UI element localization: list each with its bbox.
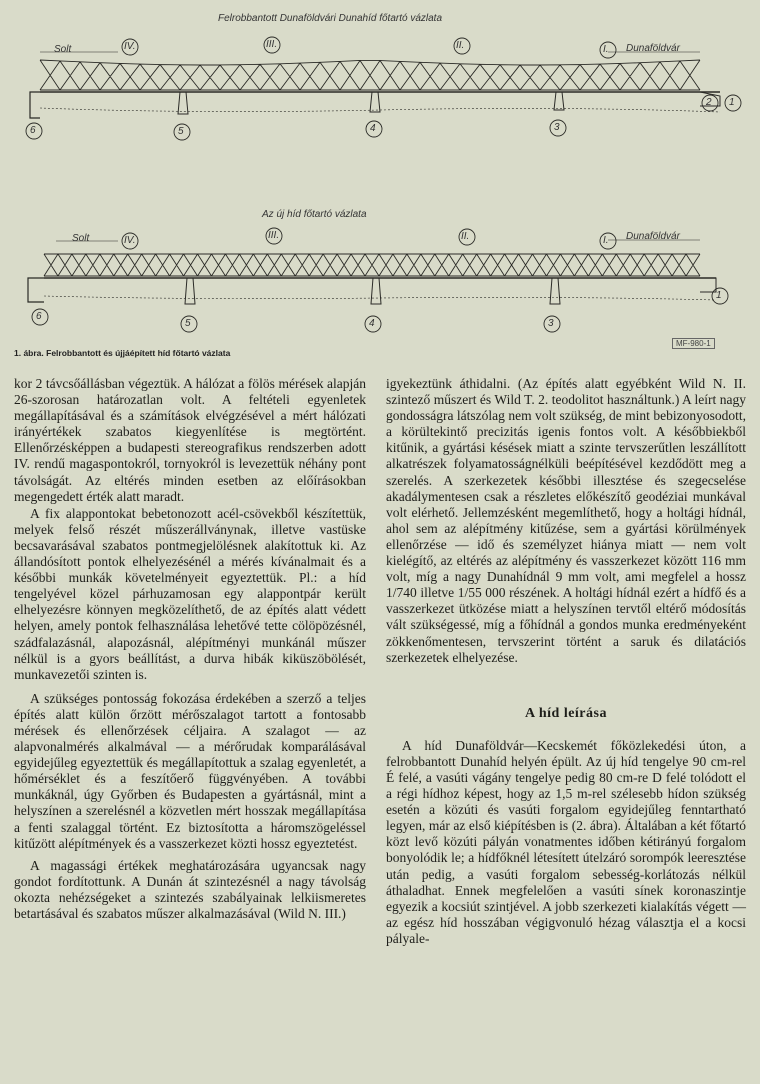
old-pier-5	[178, 92, 188, 114]
pier-label-4-bottom: 4	[369, 318, 375, 329]
bridge-figure	[0, 0, 760, 368]
pier-label-5-top: 5	[178, 126, 184, 137]
new-pier-4	[371, 278, 381, 304]
solt-label-bottom: Solt	[72, 233, 90, 244]
new-abutment-right	[700, 278, 716, 292]
new-bridge-title: Az új híd főtartó vázlata	[262, 209, 367, 220]
old-pier-3	[554, 92, 564, 110]
pier-label-3-top: 3	[554, 122, 560, 133]
pier-label-1-top: 1	[729, 97, 735, 108]
old-pier-4	[370, 92, 380, 112]
section-heading: A híd leírása	[525, 705, 607, 721]
solt-label-top: Solt	[54, 44, 72, 55]
left-paragraph-2: A fix alappontokat bebetonozott acél-csövekből készítettük, melyek felső részét műszerállványnak, illetve vastüske becsavarásával szabatos pontmegjelölésnek alakítottuk ki. Az állandósított pontok elhelyezésénél a mérés kívánalmait és a későbbi munkák követelményeit egyeztettük. Pl.: a híd tengelyével közel párhuzamosan egy alappontpár került elhelyezésre könnyen megközelíthető, de az építés alatt védett helyen, amely pontok felhasználása lehetővé tette cölöpözésnél, szádfalazásnál, alapozásnál, alépítményi munkánál műszer nélkül is a gyors beállítást, a durva hibák kiküszöbölését, munkavezetői szinten is.	[14, 505, 366, 682]
left-column	[14, 376, 366, 922]
old-abutment-left	[30, 92, 40, 118]
left-paragraph-3: A szükséges pontosság fokozása érdekében a szerző a teljes építés alatt külön őrzött mérőszalagot tartott a fontosabb mérések és ellenőrzések céljaira. A szalagot — az alapvonalmérés alkalmával — a mérőrudak komparálásával egyidejűleg egyeztettük és megállapítottuk a szalag egyenletét, a hőmérséklet és a feszítőerő függvényében. A további munkáknál, úgy Győrben és Budapesten a gyártásnál, mint a helyszínen a szerelésnél a közvetlen mért hosszak megállapítása a fenti szalaggal történt. Ez biztosította a háromszögeléssel kitűzött alépítmények és a vasszerkezet közti hossz egyeztetést.	[14, 690, 366, 851]
right-paragraph-1: igyekeztünk áthidalni. (Az építés alatt egyébként Wild N. II. szintező műszert és Wild T. 2. teodolitot használtunk.) A leírt nagy gondosságra látszólag nem volt szükség, de mint bebizonyosodott, a körültekintő precizitás igenis fontos volt. A későbbiekből kitűnik, a gyártási késések miatt a szinte tervszerűtlen leszállított alkatrészek folyamatosságnélküli beépítésével kezdődött meg a szerelés. A szerkezetek későbbi illesztése és szegecselése akadálymentesen csak a részletes előkészítő geodéziai munkával volt elérhető. Jellemzésként megemlíthető, hogy a holtági hídnál, ahol sem az alépítmény kitűzése, sem a gyártási körülmények ellenőrzése — idő és személyzet hiánya miatt — nem volt kielégítő, az eltérés az alépítmény és vasszerkezet között 116 mm volt, míg a nagy Dunahídnál 9 mm volt, ami megfelel a hossz 1/740 illetve 1/55 000 részének. A holtági hídnál ezért a hídfő és a vasszerkezet ütközése miatt a helyszínen tervtől eltérő módosítás vált szükségessé, míg a főhídnál a gondos munka eredményeként zökkenőmentesen, tervszerint történt a saruk és dilatációs szerkezetek elhelyezése.	[386, 376, 746, 665]
pier-label-6-top: 6	[30, 125, 36, 136]
pier-label-1-bottom: 1	[716, 290, 722, 301]
pier-label-4-top: 4	[370, 123, 376, 134]
left-paragraph-4: A magassági értékek meghatározására ugyancsak nagy gondot fordítottunk. A Dunán át szintezésnél a nagy távolság okozta nehézségeket a szintezés szabályainak lelkiismeretes betartásával és szabatos műszer alkalmazásával (Wild N. III.)	[14, 857, 366, 921]
bridge-drawings	[0, 0, 760, 368]
pier-label-5-bottom: 5	[185, 318, 191, 329]
span-label-ii-top: II.	[456, 40, 465, 51]
new-abutment-left	[28, 278, 44, 302]
span-label-iii-top: III.	[266, 39, 278, 50]
span-label-iii-bottom: III.	[268, 230, 280, 241]
pier-label-6-bottom: 6	[36, 311, 42, 322]
figure-caption: 1. ábra. Felrobbantott és újjáépített híd főtartó vázlata	[14, 348, 231, 358]
span-label-i-top: I.	[603, 44, 609, 55]
dunafoldvar-label-top: Dunaföldvár	[626, 43, 680, 54]
new-bridge-truss	[44, 254, 700, 276]
new-pier-3	[550, 278, 560, 304]
span-label-ii-bottom: II.	[461, 231, 470, 242]
old-bridge-title: Felrobbantott Dunaföldvári Dunahíd főtartó vázlata	[218, 13, 443, 24]
left-paragraph-1: kor 2 távcsőállásban végeztük. A hálózat a fölös mérések alapján 26-szorosan határozatlan volt. A feltételi egyenletek megállapításával és a számítások elvégzésével a mért hálózati irányértékek szabatos kiegyenlítése is megtörtént. Ellenőrzésképpen a budapesti stereografikus rendszerben adott IV. rendű magaspontokról, tornyokról is levezettük néhány pont távolságát. Az eltérés minden esetben az előírásokban megengedett érték alatt maradt.	[14, 376, 366, 504]
old-bridge-truss	[40, 60, 700, 90]
span-label-iv-bottom: IV.	[124, 235, 136, 246]
right-paragraph-2: A híd Dunaföldvár—Kecskemét főközlekedési úton, a felrobbantott Dunahíd helyén épült. Az új híd tengelye 90 cm-rel É felé, a vasúti vágány tengelye pedig 80 cm-re D felé tolódott el a régi hídhoz képest, hogy az 1,5 m-rel szélesebb hídon szükség esetén a közúti és vasúti forgalom egyidejűleg fenntartható legyen, már az első kiépítésben is (2. ábra). Általában a két főtartó közt levő közúti pályán vonatmentes időben kétirányú forgalom bonyolódik le; a hídfőknél létesített útelzáró sorompók leeresztése után pedig, a vasúti forgalom sebesség-korlátozás nélkül áthaladhat. Ennek megfelelően a vasúti sínek koronaszintje egyezik a kocsiút szintjével. A jobb szerkezeti kialakítás végett — az egész híd hosszában végigvonuló hézag választja el a kocsi pályale-	[386, 737, 746, 946]
span-label-i-bottom: I.	[603, 235, 609, 246]
pier-label-3-bottom: 3	[548, 318, 554, 329]
span-label-iv-top: IV.	[124, 41, 136, 52]
dunafoldvar-label-bottom: Dunaföldvár	[626, 231, 680, 242]
pier-label-2-top: 2	[706, 97, 712, 108]
new-pier-5	[185, 278, 195, 304]
right-column	[386, 376, 746, 947]
figure-stamp: MF-980-1	[672, 338, 715, 349]
